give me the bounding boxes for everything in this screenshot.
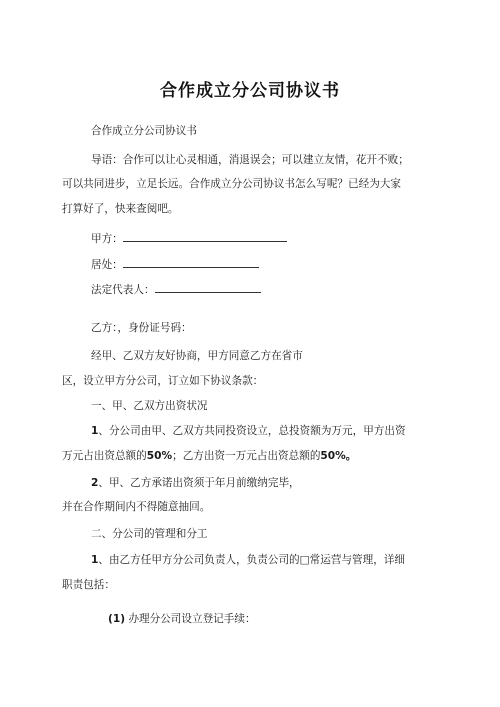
item-3-line-1 [91, 553, 405, 567]
item-1-text-a: 、分公司由甲、乙双方共同投资设立，总投资额为万元，甲方出资 [98, 425, 406, 437]
legal-rep-line [91, 281, 261, 297]
item-1-number: 1 [91, 425, 99, 437]
clause-intro-line-2: 区，设立甲方分公司，订立如下协议条款： [62, 375, 264, 387]
subtitle-line: 合作成立分公司协议书 [91, 125, 197, 137]
sub-item-1-text: 办理分公司设立登记手续： [128, 613, 256, 625]
sub-item-1 [108, 612, 256, 626]
residence-blank [123, 256, 259, 268]
intro-line-2: 可以共同进步，立足长远。合作成立分公司协议书怎么写呢？已经为大家 [62, 178, 401, 190]
section-2-heading: 二、分公司的管理和分工 [91, 528, 208, 540]
document-title: 合作成立分公司协议书 [160, 81, 340, 101]
legal-rep-label: 法定代表人： [91, 284, 155, 296]
item-1-percent-a: 50% [146, 450, 173, 462]
legal-rep-blank [155, 281, 261, 293]
item-1-text-b1: 万元占出资总额的 [62, 450, 147, 462]
item-1-end: 。 [345, 450, 357, 462]
residence-label: 居处： [91, 259, 123, 271]
item-1-line-1 [91, 424, 406, 438]
clause-intro-line-1: 经甲、乙双方友好协商，甲方同意乙方在省市 [91, 350, 303, 362]
party-a-label: 甲方： [91, 233, 123, 245]
party-a-line [91, 230, 287, 246]
residence-line [91, 256, 259, 272]
item-2-text-a: 、甲、乙方承诺出资须于年月前缴纳完毕， [98, 477, 300, 489]
intro-line-3: 打算好了，快来查阅吧。 [62, 203, 179, 215]
section-1-heading: 一、甲、乙双方出资状况 [91, 400, 208, 412]
item-1-percent-b: 50% [320, 450, 346, 462]
item-3-number: 1 [91, 554, 99, 566]
party-a-blank [123, 230, 287, 242]
item-3-line-2: 职责包括： [62, 579, 115, 591]
item-2-line-1 [91, 476, 300, 490]
item-2-number: 2 [91, 477, 99, 489]
item-3-text-a: 、由乙方任甲方分公司负责人，负责公司的□常运营与管理，详细 [98, 554, 406, 566]
intro-line-1: 导语：合作可以让心灵相通，消退误会；可以建立友情，花开不败； [91, 154, 409, 166]
sub-item-1-number: (1) [108, 613, 126, 625]
item-1-line-2 [62, 449, 356, 463]
item-2-line-2: 并在合作期间内不得随意抽回。 [62, 501, 211, 513]
item-1-text-b2: ；乙方出资一万元占出资总额的 [172, 450, 321, 462]
party-b-line: 乙方：，身份证号码： [91, 322, 192, 334]
